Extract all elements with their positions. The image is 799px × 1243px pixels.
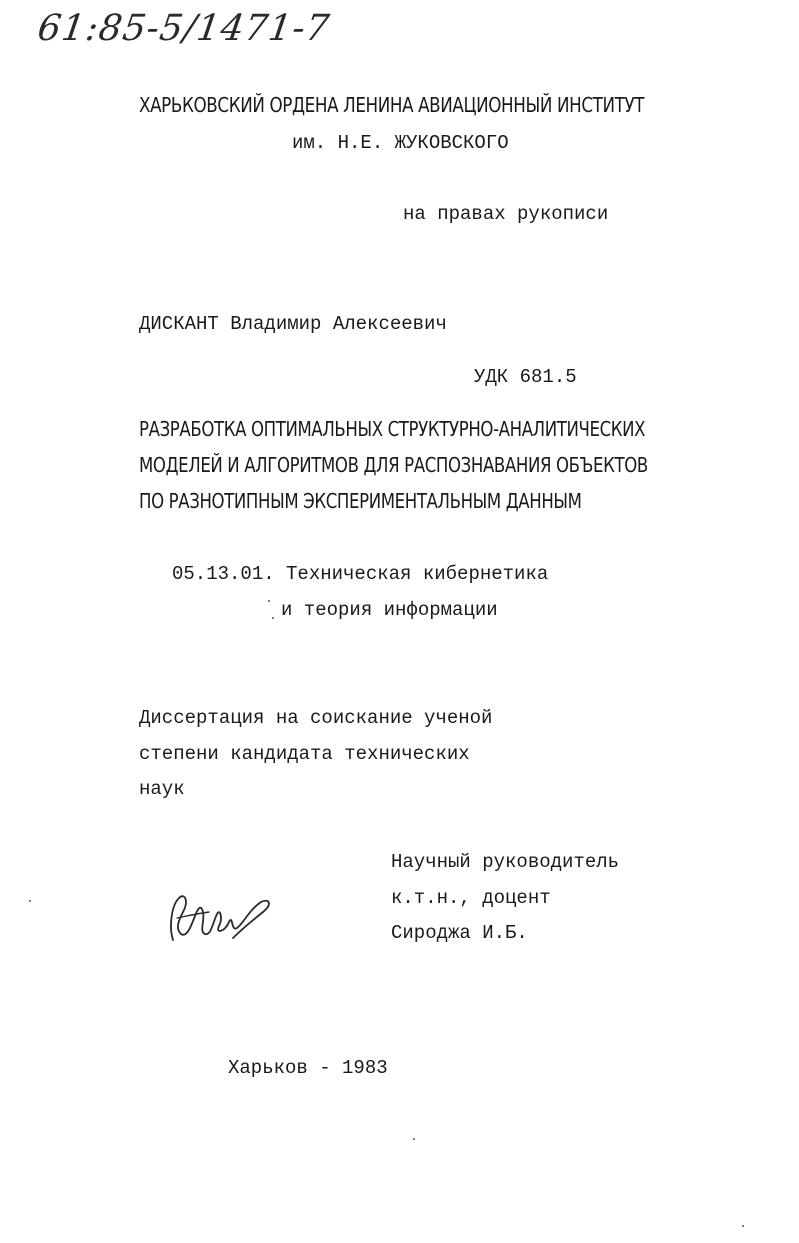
scan-speck [29, 900, 31, 902]
signature [165, 888, 280, 950]
supervisor-line-1: Научный руководитель [391, 851, 620, 873]
dissertation-line-1: Диссертация на соискание ученой [139, 707, 493, 729]
scan-speck [413, 1138, 415, 1140]
title-line-3: ПО РАЗНОТИПНЫМ ЭКСПЕРИМЕНТАЛЬНЫМ ДАННЫМ [139, 489, 582, 513]
author-name: ДИСКАНТ Владимир Алексеевич [139, 313, 447, 335]
institute-named-after: им. Н.Е. ЖУКОВСКОГО [292, 132, 509, 154]
dissertation-line-2: степени кандидата технических [139, 743, 470, 765]
rights-note: на правах рукописи [403, 203, 609, 225]
scan-speck [742, 1225, 744, 1227]
title-line-1: РАЗРАБОТКА ОПТИМАЛЬНЫХ СТРУКТУРНО-АНАЛИТИЧЕСКИХ [139, 417, 646, 441]
supervisor-line-3: Сироджа И.Б. [391, 922, 528, 944]
dissertation-line-3: наук [139, 778, 185, 800]
scan-speck [268, 600, 270, 602]
specialty-line-2: и теория информации [281, 599, 498, 621]
udc-code: УДК 681.5 [474, 366, 577, 388]
title-line-2: МОДЕЛЕЙ И АЛГОРИТМОВ ДЛЯ РАСПОЗНАВАНИЯ ОБЪЕКТОВ [139, 453, 648, 477]
scan-speck [272, 617, 274, 619]
city-year: Харьков - 1983 [228, 1057, 388, 1079]
supervisor-line-2: к.т.н., доцент [391, 887, 551, 909]
institute-name: ХАРЬКОВСКИЙ ОРДЕНА ЛЕНИНА АВИАЦИОННЫЙ ИНСТИТУТ [139, 93, 645, 117]
archive-handwritten-note: 61:85-5/1471-7 [35, 8, 333, 49]
specialty-line-1: 05.13.01. Техническая кибернетика [172, 563, 549, 585]
